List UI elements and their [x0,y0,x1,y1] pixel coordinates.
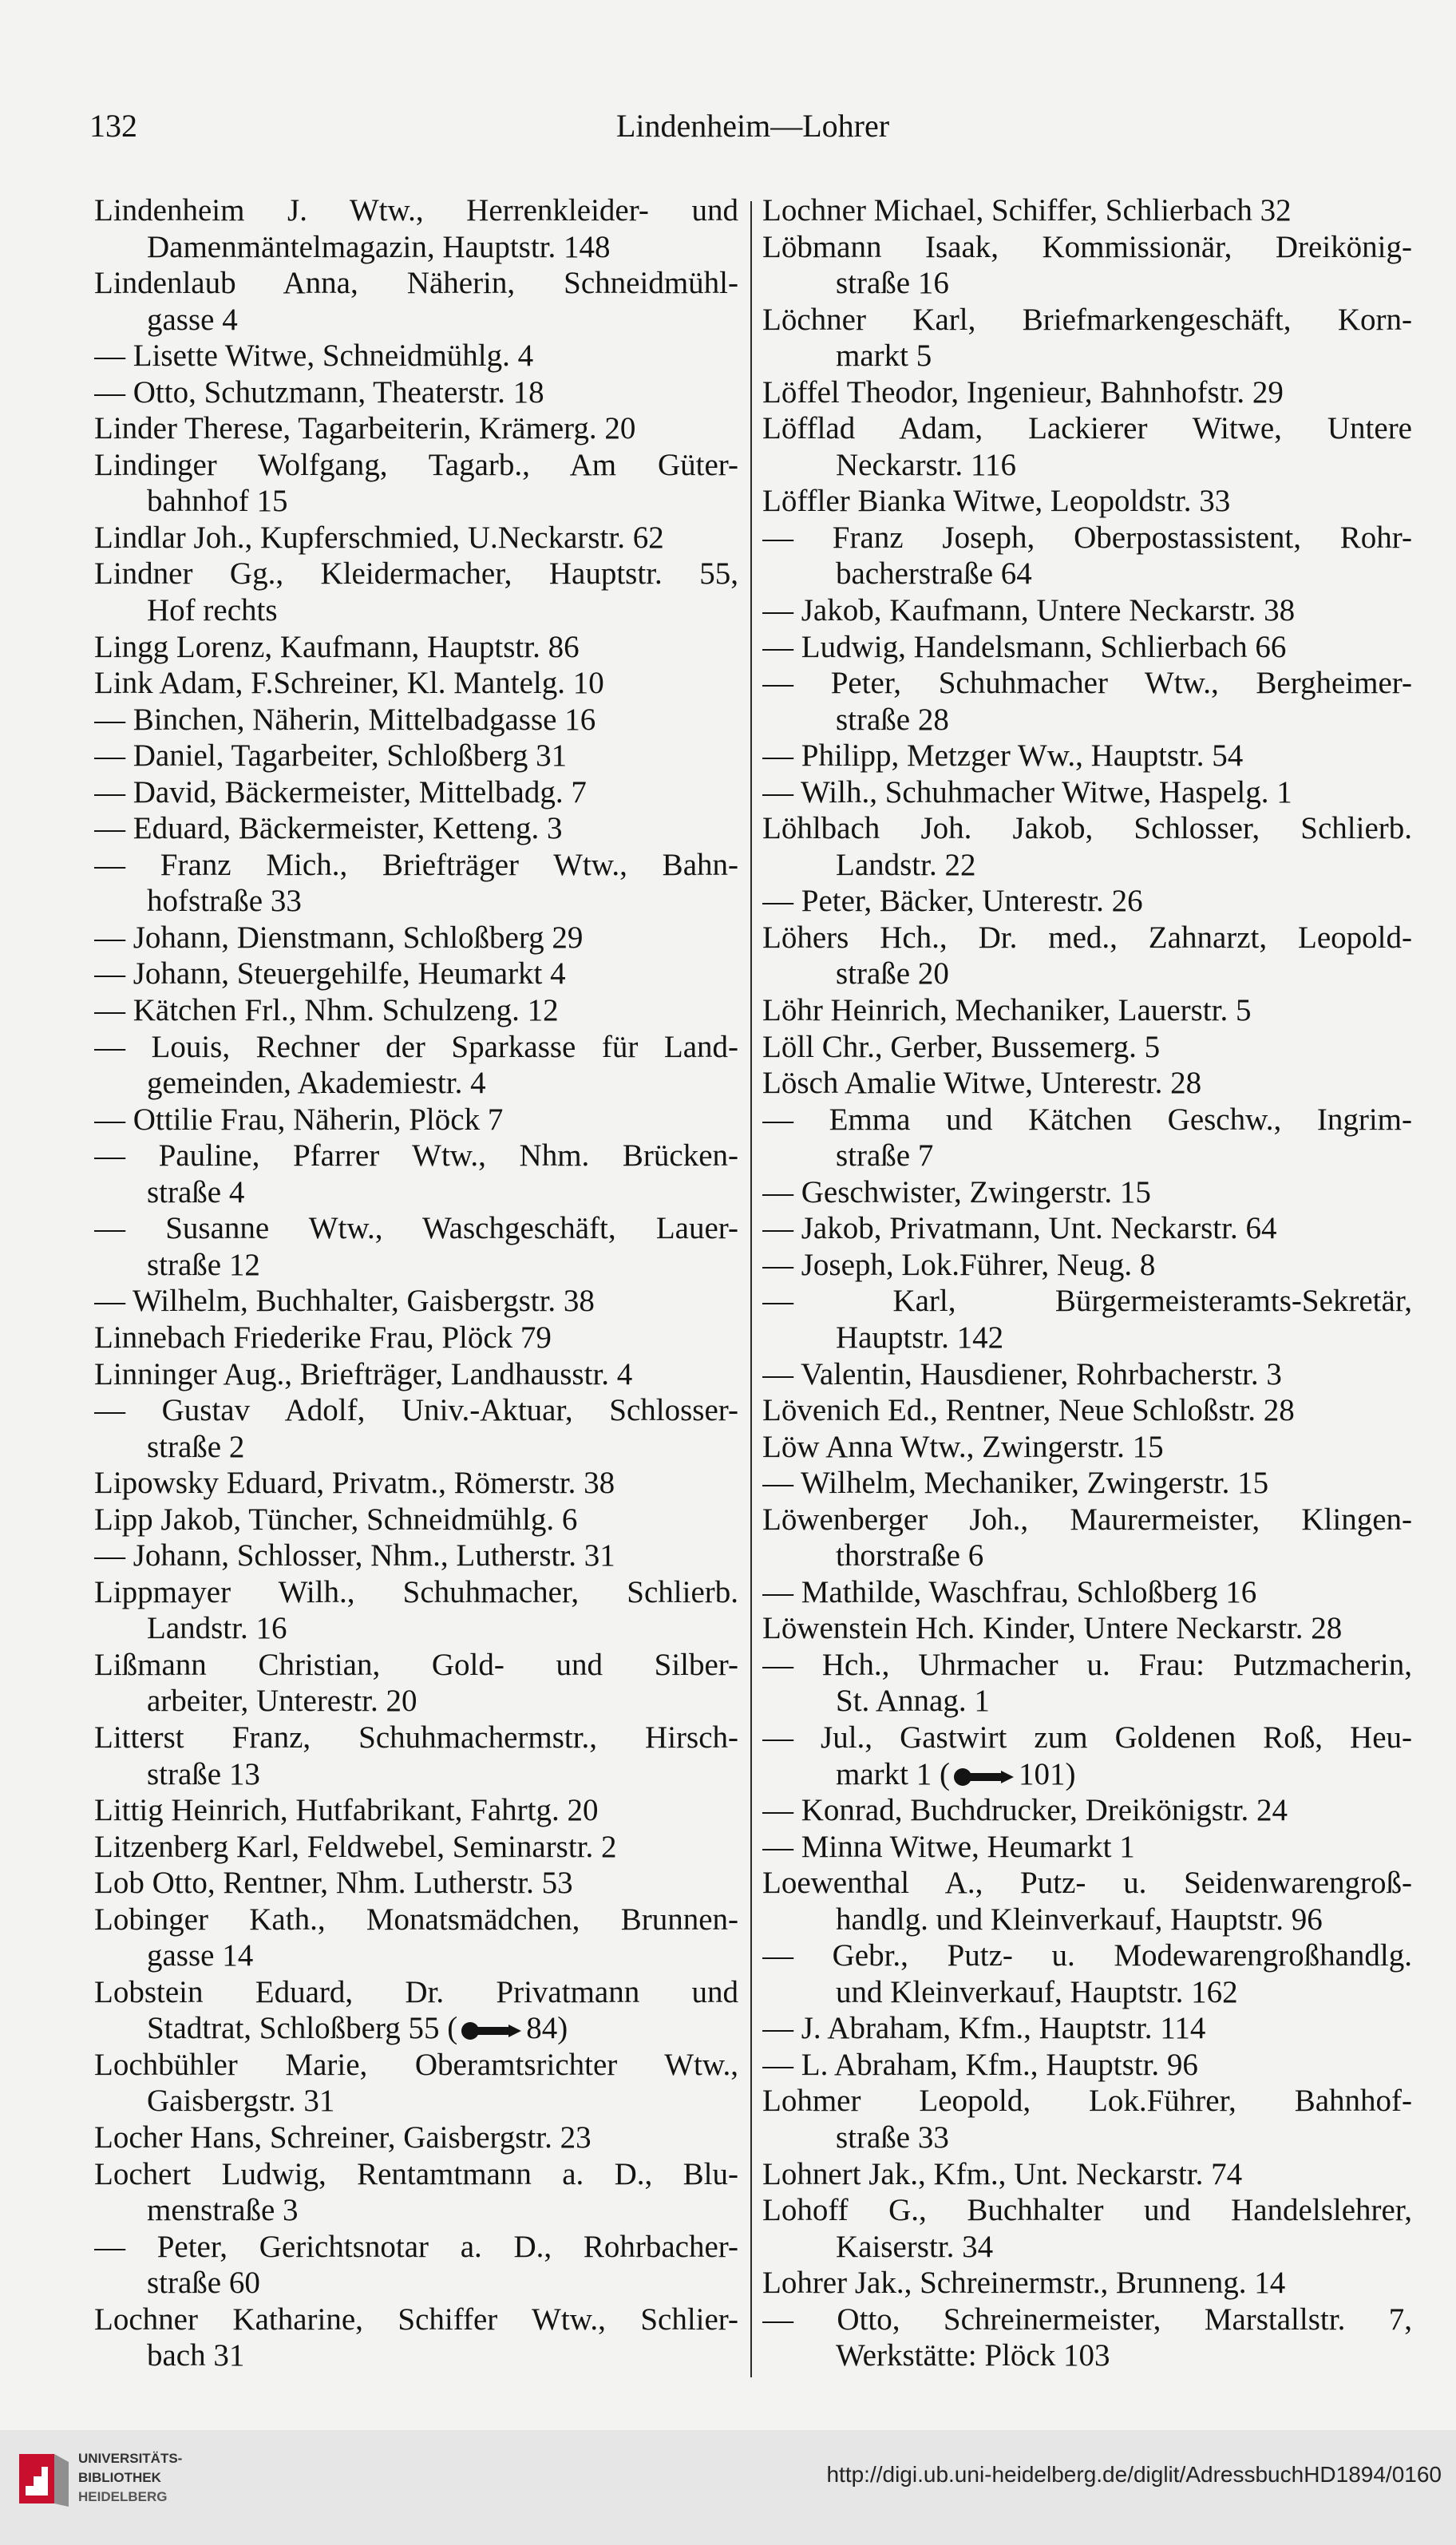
entry-line: Lipp Jakob, Tüncher, Schneidmühlg. 6 [94,1502,578,1537]
directory-column-left [94,192,738,2374]
entry-line: — Philipp, Metzger Ww., Hauptstr. 54 [762,738,1244,774]
entry-line: — Johann, Dienstmann, Schloßberg 29 [94,920,584,955]
directory-entry [94,265,738,338]
entry-line: Löhlbach Joh. Jakob, Schlosser, Schlierb. [762,811,1412,846]
directory-entry [762,2156,1412,2193]
entry-line: — Peter, Gerichtsnotar a. D., Rohrbacher- [94,2229,738,2264]
entry-continuation-line: Landstr. 16 [147,1611,287,1646]
directory-entry [762,1647,1412,1720]
entry-continuation-line: straße 2 [147,1429,245,1464]
entry-continuation-line: straße 16 [836,266,949,301]
directory-entry [762,410,1412,483]
directory-entry [762,2302,1412,2374]
entry-line: Lingg Lorenz, Kaufmann, Hauptstr. 86 [94,629,580,664]
directory-entry [94,338,738,374]
directory-entry [762,738,1412,774]
entry-line: — Lisette Witwe, Schneidmühlg. 4 [94,338,534,374]
directory-entry [762,1720,1412,1792]
directory-entry [94,810,738,847]
entry-line: Löchner Karl, Briefmarkengeschäft, Korn- [762,302,1412,337]
directory-entry [94,2047,738,2120]
directory-entry [94,1538,738,1574]
logo-line: UNIVERSITÄTS- [78,2451,183,2466]
digitization-footer [0,2430,1456,2545]
directory-entry [762,1502,1412,1574]
directory-entry [94,1465,738,1502]
directory-entry [94,1102,738,1138]
directory-entry [94,1647,738,1720]
entry-line: — Valentin, Hausdiener, Rohrbacherstr. 3 [762,1356,1282,1391]
entry-line: — Franz Mich., Briefträger Wtw., Bahn- [94,847,738,882]
directory-entry [94,2120,738,2156]
directory-entry [762,992,1412,1029]
telephone-number: 101) [1018,1756,1076,1791]
entry-line: Lindenheim J. Wtw., Herrenkleider- und [94,193,738,228]
source-url: http://digi.ub.uni-heidelberg.de/diglit/AdressbuchHD1894/0160 [826,2462,1442,2487]
entry-line: Lindner Gg., Kleidermacher, Hauptstr. 55, [94,556,738,592]
entry-line: — Wilh., Schuhmacher Witwe, Haspelg. 1 [762,774,1292,809]
directory-entry [94,556,738,628]
directory-entry [94,1974,738,2047]
directory-entry [94,1029,738,1102]
entry-line: — J. Abraham, Kfm., Hauptstr. 114 [762,2011,1206,2046]
library-logo-icon [19,2451,69,2507]
entry-continuation-line: thorstraße 6 [836,1538,984,1573]
directory-entry [762,229,1412,302]
directory-entry [94,774,738,811]
directory-entry [94,1283,738,1320]
entry-continuation-line: Hauptstr. 142 [836,1320,1004,1355]
directory-entry [94,1574,738,1647]
entry-line: Locher Hans, Schreiner, Gaisbergstr. 23 [94,2120,592,2155]
entry-continuation-line: straße 13 [147,1756,260,1791]
entry-line: — Jakob, Privatmann, Unt. Neckarstr. 64 [762,1211,1277,1246]
entry-continuation-line: gasse 4 [147,302,238,337]
entry-line: — Gebr., Putz- u. Modewarengroßhandlg. [762,1938,1412,1973]
entry-line: Löhr Heinrich, Mechaniker, Lauerstr. 5 [762,993,1252,1028]
telephone-icon [953,1767,1015,1787]
entry-continuation-line: und Kleinverkauf, Hauptstr. 162 [836,1974,1238,2009]
entry-line: Löbmann Isaak, Kommissionär, Dreikönig- [762,229,1412,264]
directory-entry [762,302,1412,374]
directory-entry [762,1283,1412,1356]
entry-line: Lißmann Christian, Gold- und Silber- [94,1647,738,1682]
directory-entry [94,629,738,666]
directory-entry [94,702,738,738]
entry-line: — Binchen, Näherin, Mittelbadgasse 16 [94,702,596,737]
directory-entry [762,2047,1412,2084]
entry-line: — Emma und Kätchen Geschw., Ingrim- [762,1102,1412,1137]
column-divider [750,201,752,2377]
entry-line: Lohrer Jak., Schreinermstr., Brunneng. 14 [762,2266,1286,2301]
directory-entry [762,483,1412,520]
entry-line: Löhers Hch., Dr. med., Zahnarzt, Leopold- [762,920,1412,955]
entry-line: — Wilhelm, Mechaniker, Zwingerstr. 15 [762,1466,1269,1501]
entry-line: Lohoff G., Buchhalter und Handelslehrer, [762,2193,1412,2228]
directory-entry [94,1829,738,1866]
entry-continuation-line: Damenmäntelmagazin, Hauptstr. 148 [147,229,611,264]
directory-entry [762,1102,1412,1174]
directory-entry [762,629,1412,666]
directory-entry [94,1320,738,1356]
directory-entry [94,1792,738,1829]
entry-continuation-line: bacherstraße 64 [836,556,1032,592]
directory-entry [762,1392,1412,1429]
entry-continuation-line: straße 60 [147,2266,260,2301]
entry-continuation-line: Werkstätte: Plöck 103 [836,2338,1110,2373]
entry-line: — Franz Joseph, Oberpostassistent, Rohr- [762,520,1412,555]
entry-line: — Mathilde, Waschfrau, Schloßberg 16 [762,1574,1257,1609]
entry-line: Löwenberger Joh., Maurermeister, Klingen- [762,1502,1412,1537]
directory-entry [762,1356,1412,1393]
entry-text: Stadtrat, Schloßberg 55 ( [147,2011,458,2046]
entry-line: Link Adam, F.Schreiner, Kl. Mantelg. 10 [94,666,604,701]
entry-line: — David, Bäckermeister, Mittelbadg. 7 [94,774,587,809]
directory-entry [762,1610,1412,1647]
directory-entry [762,1065,1412,1102]
entry-line: — Otto, Schreinermeister, Marstallstr. 7, [762,2302,1412,2337]
entry-line: Lippmayer Wilh., Schuhmacher, Schlierb. [94,1574,738,1609]
entry-continuation-line: handlg. und Kleinverkauf, Hauptstr. 96 [836,1902,1323,1937]
entry-line: — Ottilie Frau, Näherin, Plöck 7 [94,1102,504,1137]
entry-continuation-line: menstraße 3 [147,2193,299,2228]
entry-line: — Hch., Uhrmacher u. Frau: Putzmacherin, [762,1647,1412,1682]
directory-entry [762,1792,1412,1829]
entry-continuation-line [762,1756,1412,1793]
directory-entry [94,192,738,265]
entry-line: Lohmer Leopold, Lok.Führer, Bahnhof- [762,2084,1412,2119]
directory-entry [762,920,1412,992]
entry-continuation-line: straße 4 [147,1174,245,1209]
directory-entry [94,1865,738,1902]
entry-continuation-line: Neckarstr. 116 [836,447,1016,482]
entry-line: — Joseph, Lok.Führer, Neug. 8 [762,1247,1156,1282]
entry-line: — Johann, Schlosser, Nhm., Lutherstr. 31 [94,1538,615,1573]
directory-entry [762,192,1412,229]
entry-line: Löfflad Adam, Lackierer Witwe, Untere [762,411,1412,446]
directory-entry [94,2229,738,2302]
entry-continuation-line: markt 5 [836,338,932,374]
entry-line: — Geschwister, Zwingerstr. 15 [762,1174,1151,1209]
directory-entry [762,520,1412,592]
entry-line: Lochbühler Marie, Oberamtsrichter Wtw., [94,2047,738,2082]
directory-entry [762,1429,1412,1466]
directory-entry [762,1247,1412,1284]
directory-entry [94,2302,738,2374]
entry-line: Lindlar Joh., Kupferschmied, U.Neckarstr. 62 [94,520,664,555]
entry-line: — Jakob, Kaufmann, Untere Neckarstr. 38 [762,593,1296,628]
entry-line: Lipowsky Eduard, Privatm., Römerstr. 38 [94,1466,615,1501]
directory-column-right [762,192,1412,2374]
directory-entry [94,738,738,774]
entry-line: — Louis, Rechner der Sparkasse für Land- [94,1029,738,1064]
logo-line: BIBLIOTHEK [78,2470,161,2485]
entry-line: Lohnert Jak., Kfm., Unt. Neckarstr. 74 [762,2156,1243,2191]
logo-line: HEIDELBERG [78,2489,168,2504]
entry-line: Lösch Amalie Witwe, Unterestr. 28 [762,1066,1202,1101]
entry-continuation-line: Hof rechts [147,593,278,628]
directory-entry [762,2265,1412,2302]
entry-continuation-line: St. Annag. 1 [836,1684,990,1719]
entry-line: Löffler Bianka Witwe, Leopoldstr. 33 [762,484,1231,519]
telephone-number: 84) [526,2011,568,2046]
entry-line: — Wilhelm, Buchhalter, Gaisbergstr. 38 [94,1284,595,1319]
entry-line: — Daniel, Tagarbeiter, Schloßberg 31 [94,738,568,774]
entry-continuation-line: Gaisbergstr. 31 [147,2084,335,2119]
entry-continuation-line: Landstr. 22 [836,847,976,882]
entry-continuation-line: bahnhof 15 [147,484,288,519]
entry-text: markt 1 ( [836,1756,950,1791]
directory-entry [762,1937,1412,2010]
directory-entry [94,1210,738,1283]
entry-line: Lochert Ludwig, Rentamtmann a. D., Blu- [94,2156,738,2191]
directory-entry [762,2010,1412,2047]
entry-line: Lob Otto, Rentner, Nhm. Lutherstr. 53 [94,1866,573,1901]
directory-entry [762,665,1412,738]
directory-entry [94,410,738,447]
directory-entry [762,883,1412,920]
entry-line: Lobstein Eduard, Dr. Privatmann und [94,1974,738,2009]
entry-continuation-line: straße 28 [836,702,949,737]
entry-line: — L. Abraham, Kfm., Hauptstr. 96 [762,2047,1198,2082]
entry-line: — Jul., Gastwirt zum Goldenen Roß, Heu- [762,1720,1412,1755]
directory-entry [94,1720,738,1792]
entry-continuation-line [94,2010,738,2047]
entry-line: Litterst Franz, Schuhmachermstr., Hirsch- [94,1720,738,1755]
entry-line: Lobinger Kath., Monatsmädchen, Brunnen- [94,1902,738,1937]
directory-entry [762,1210,1412,1247]
entry-line: — Minna Witwe, Heumarkt 1 [762,1829,1135,1864]
telephone-icon [461,2021,523,2041]
directory-entry [94,665,738,702]
directory-entry [94,520,738,556]
entry-line: Lochner Katharine, Schiffer Wtw., Schlier- [94,2302,738,2337]
entry-continuation-line: gasse 14 [147,1938,254,1973]
entry-line: — Gustav Adolf, Univ.-Aktuar, Schlosser- [94,1393,738,1428]
directory-entry [94,956,738,992]
entry-continuation-line: gemeinden, Akademiestr. 4 [147,1066,486,1101]
directory-entry [94,1392,738,1465]
entry-line: Litzenberg Karl, Feldwebel, Seminarstr. 2 [94,1829,617,1864]
entry-continuation-line: straße 20 [836,956,949,991]
library-logo-text [78,2449,182,2507]
entry-line: — Otto, Schutzmann, Theaterstr. 18 [94,374,544,410]
entry-line: Lindinger Wolfgang, Tagarb., Am Güter- [94,447,738,482]
directory-entry [94,1502,738,1538]
directory-entry [94,847,738,920]
entry-line: Linder Therese, Tagarbeiterin, Krämerg. 20 [94,411,636,446]
directory-entry [762,1865,1412,1937]
directory-entry [762,810,1412,883]
directory-entry [762,374,1412,411]
directory-entry [762,1174,1412,1211]
entry-continuation-line: straße 7 [836,1138,934,1174]
entry-continuation-line: bach 31 [147,2338,245,2373]
directory-entry [762,2192,1412,2265]
directory-entry [762,1829,1412,1866]
entry-line: Lochner Michael, Schiffer, Schlierbach 32 [762,193,1292,228]
directory-entry [762,592,1412,629]
entry-continuation-line: straße 33 [836,2120,949,2155]
entry-line: — Susanne Wtw., Waschgeschäft, Lauer- [94,1211,738,1246]
directory-entry [94,447,738,520]
entry-line: Löffel Theodor, Ingenieur, Bahnhofstr. 29 [762,374,1284,410]
entry-line: Löll Chr., Gerber, Bussemerg. 5 [762,1029,1161,1064]
entry-line: — Konrad, Buchdrucker, Dreikönigstr. 24 [762,1793,1288,1828]
entry-line: — Peter, Schuhmacher Wtw., Bergheimer- [762,666,1412,701]
directory-entry [94,1902,738,1974]
entry-line: Linnebach Friederike Frau, Plöck 79 [94,1320,552,1355]
entry-continuation-line: straße 12 [147,1247,260,1282]
directory-entry [762,2083,1412,2155]
entry-continuation-line: arbeiter, Unterestr. 20 [147,1684,417,1719]
directory-entry [762,1465,1412,1502]
entry-line: Lövenich Ed., Rentner, Neue Schloßstr. 28 [762,1393,1295,1428]
entry-line: — Eduard, Bäckermeister, Ketteng. 3 [94,811,563,846]
running-title: Lindenheim—Lohrer [615,108,890,144]
directory-entry [762,774,1412,811]
directory-entry [94,2156,738,2229]
entry-line: — Pauline, Pfarrer Wtw., Nhm. Brücken- [94,1138,738,1174]
entry-continuation-line: Kaiserstr. 34 [836,2229,994,2264]
entry-continuation-line: hofstraße 33 [147,884,302,919]
directory-entry [94,1138,738,1210]
directory-entry [94,374,738,411]
entry-line: Linninger Aug., Briefträger, Landhausstr. 4 [94,1356,633,1391]
page-number: 132 [89,108,137,144]
directory-entry [94,992,738,1029]
entry-line: Littig Heinrich, Hutfabrikant, Fahrtg. 20 [94,1793,599,1828]
directory-entry [94,1356,738,1393]
entry-line: Löw Anna Wtw., Zwingerstr. 15 [762,1429,1164,1464]
entry-line: — Ludwig, Handelsmann, Schlierbach 66 [762,629,1287,664]
entry-line: — Johann, Steuergehilfe, Heumarkt 4 [94,956,566,991]
directory-entry [762,1029,1412,1066]
directory-entry [94,920,738,956]
entry-line: Loewenthal A., Putz- u. Seidenwarengroß- [762,1866,1412,1901]
entry-line: — Peter, Bäcker, Unterestr. 26 [762,884,1143,919]
entry-line: Löwenstein Hch. Kinder, Untere Neckarstr. 28 [762,1611,1343,1646]
entry-line: Lindenlaub Anna, Näherin, Schneidmühl- [94,266,738,301]
entry-line: — Kätchen Frl., Nhm. Schulzeng. 12 [94,993,559,1028]
directory-entry [762,1574,1412,1611]
entry-line: — Karl, Bürgermeisteramts-Sekretär, [762,1284,1412,1319]
